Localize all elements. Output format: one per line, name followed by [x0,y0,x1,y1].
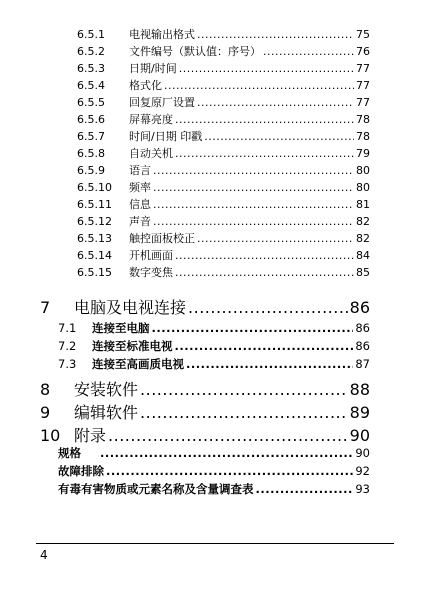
entry-title: 声音 [129,215,151,228]
entry-page: 80 [356,164,370,177]
entry-page: 81 [356,198,370,211]
entry-page: 78 [356,113,370,126]
toc-entry-7-1[interactable] [58,320,370,336]
toc-entry-6-5-13[interactable] [77,230,370,246]
entry-page: 86 [355,321,370,335]
dot-leader [175,249,354,262]
entry-page: 76 [356,45,370,58]
footer-rule [36,543,394,544]
toc-entry-6-5-14[interactable] [77,247,370,263]
chapter-page: 90 [349,426,370,445]
entry-page: 85 [356,266,370,279]
toc-entry-7-3[interactable] [58,356,370,372]
entry-title: 连接至标准电视 [92,339,173,353]
entry-title: 规格 [58,446,81,460]
toc-chapter-10[interactable] [40,423,370,446]
dot-leader [186,357,353,371]
toc-appendix-troubleshooting[interactable] [58,463,370,479]
chapter-title: 安装软件 [74,380,139,399]
entry-number: 6.5.15 [77,266,112,279]
dot-leader [108,426,348,445]
chapter-page: 86 [349,298,370,317]
dot-leader [197,232,354,245]
entry-page: 80 [356,181,370,194]
entry-title: 时间/日期 印戳 [129,130,203,143]
entry-page: 84 [356,249,370,262]
toc-entry-6-5-3[interactable] [77,60,370,76]
entry-title: 数字变焦 [129,266,173,279]
footer-page-number: 4 [40,548,48,562]
dot-leader [175,266,354,279]
entry-page: 93 [355,482,370,496]
chapter-page: 89 [349,403,370,422]
entry-page: 82 [356,215,370,228]
dot-leader [100,446,353,460]
toc-entry-6-5-7[interactable] [77,128,370,144]
toc-entry-6-5-12[interactable] [77,213,370,229]
chapter-title: 附录 [74,426,107,445]
entry-title: 日期/时间 [129,62,177,75]
dot-leader [153,164,354,177]
entry-title: 开机画面 [129,249,173,262]
entry-title: 频率 [129,181,151,194]
toc-entry-6-5-11[interactable] [77,196,370,212]
toc-entry-6-5-6[interactable] [77,111,370,127]
toc-entry-6-5-5[interactable] [77,94,370,110]
toc-entry-6-5-9[interactable] [77,162,370,178]
chapter-number: 7 [40,298,51,317]
entry-page: 90 [355,446,370,460]
toc-entry-6-5-4[interactable] [77,77,370,93]
entry-number: 7.2 [58,339,77,353]
toc-appendix-specs[interactable] [58,445,370,461]
entry-title: 格式化 [129,79,162,92]
entry-number: 6.5.12 [77,215,112,228]
entry-page: 77 [356,62,370,75]
entry-page: 77 [356,79,370,92]
toc-entry-6-5-10[interactable] [77,179,370,195]
entry-page: 87 [355,357,370,371]
dot-leader [256,482,354,496]
entry-number: 6.5.6 [77,113,105,126]
entry-page: 79 [356,147,370,160]
entry-number: 6.5.8 [77,147,105,160]
entry-number: 6.5.2 [77,45,105,58]
dot-leader [197,96,354,109]
dot-leader [140,403,348,422]
dot-leader [263,45,354,58]
entry-page: 77 [356,96,370,109]
dot-leader [175,339,354,353]
entry-page: 92 [355,464,370,478]
toc-entry-6-5-8[interactable] [77,145,370,161]
toc-chapter-8[interactable] [40,377,370,400]
toc-entry-6-5-2[interactable] [77,43,370,59]
dot-leader [152,321,354,335]
toc-entry-6-5-1[interactable] [77,26,370,42]
entry-title: 有毒有害物质或元素名称及含量调查表 [58,482,254,496]
chapter-number: 8 [40,380,51,399]
entry-title: 语言 [129,164,151,177]
entry-title: 故障排除 [58,464,104,478]
chapter-title: 编辑软件 [74,403,139,422]
entry-number: 6.5.7 [77,130,105,143]
entry-title: 屏幕亮度 [129,113,173,126]
toc-appendix-hazardous-substances[interactable] [58,481,370,497]
entry-title: 自动关机 [129,147,173,160]
entry-title: 连接至电脑 [92,321,150,335]
entry-page: 86 [355,339,370,353]
entry-number: 6.5.4 [77,79,105,92]
entry-title: 电视输出格式 [129,28,195,41]
dot-leader [197,28,354,41]
dot-leader [179,62,354,75]
entry-number: 6.5.14 [77,249,112,262]
dot-leader [175,147,354,160]
entry-title: 回复原厂设置 [129,96,195,109]
dot-leader [164,79,354,92]
toc-entry-6-5-15[interactable] [77,264,370,280]
toc-chapter-9[interactable] [40,400,370,423]
dot-leader [153,215,354,228]
entry-title: 触控面板校正 [129,232,195,245]
entry-number: 6.5.3 [77,62,105,75]
entry-page: 82 [356,232,370,245]
entry-page: 78 [356,130,370,143]
entry-number: 6.5.9 [77,164,105,177]
entry-page: 75 [356,28,370,41]
entry-title: 连接至高画质电视 [92,357,184,371]
toc-entry-7-2[interactable] [58,338,370,354]
dot-leader [140,380,348,399]
chapter-number: 9 [40,403,51,422]
chapter-title: 电脑及电视连接 [74,298,187,317]
dot-leader [175,113,354,126]
entry-number: 7.1 [58,321,77,335]
dot-leader [188,298,348,317]
dot-leader [106,464,353,478]
dot-leader [153,181,354,194]
entry-number: 7.3 [58,357,77,371]
chapter-number: 10 [40,426,61,445]
entry-number: 6.5.13 [77,232,112,245]
chapter-page: 88 [349,380,370,399]
entry-number: 6.5.11 [77,198,112,211]
dot-leader [204,130,354,143]
entry-title: 信息 [129,198,151,211]
entry-title: 文件编号（默认值：序号） [129,45,261,58]
toc-chapter-7[interactable] [40,295,370,318]
entry-number: 6.5.5 [77,96,105,109]
dot-leader [153,198,354,211]
entry-number: 6.5.10 [77,181,112,194]
entry-number: 6.5.1 [77,28,105,41]
